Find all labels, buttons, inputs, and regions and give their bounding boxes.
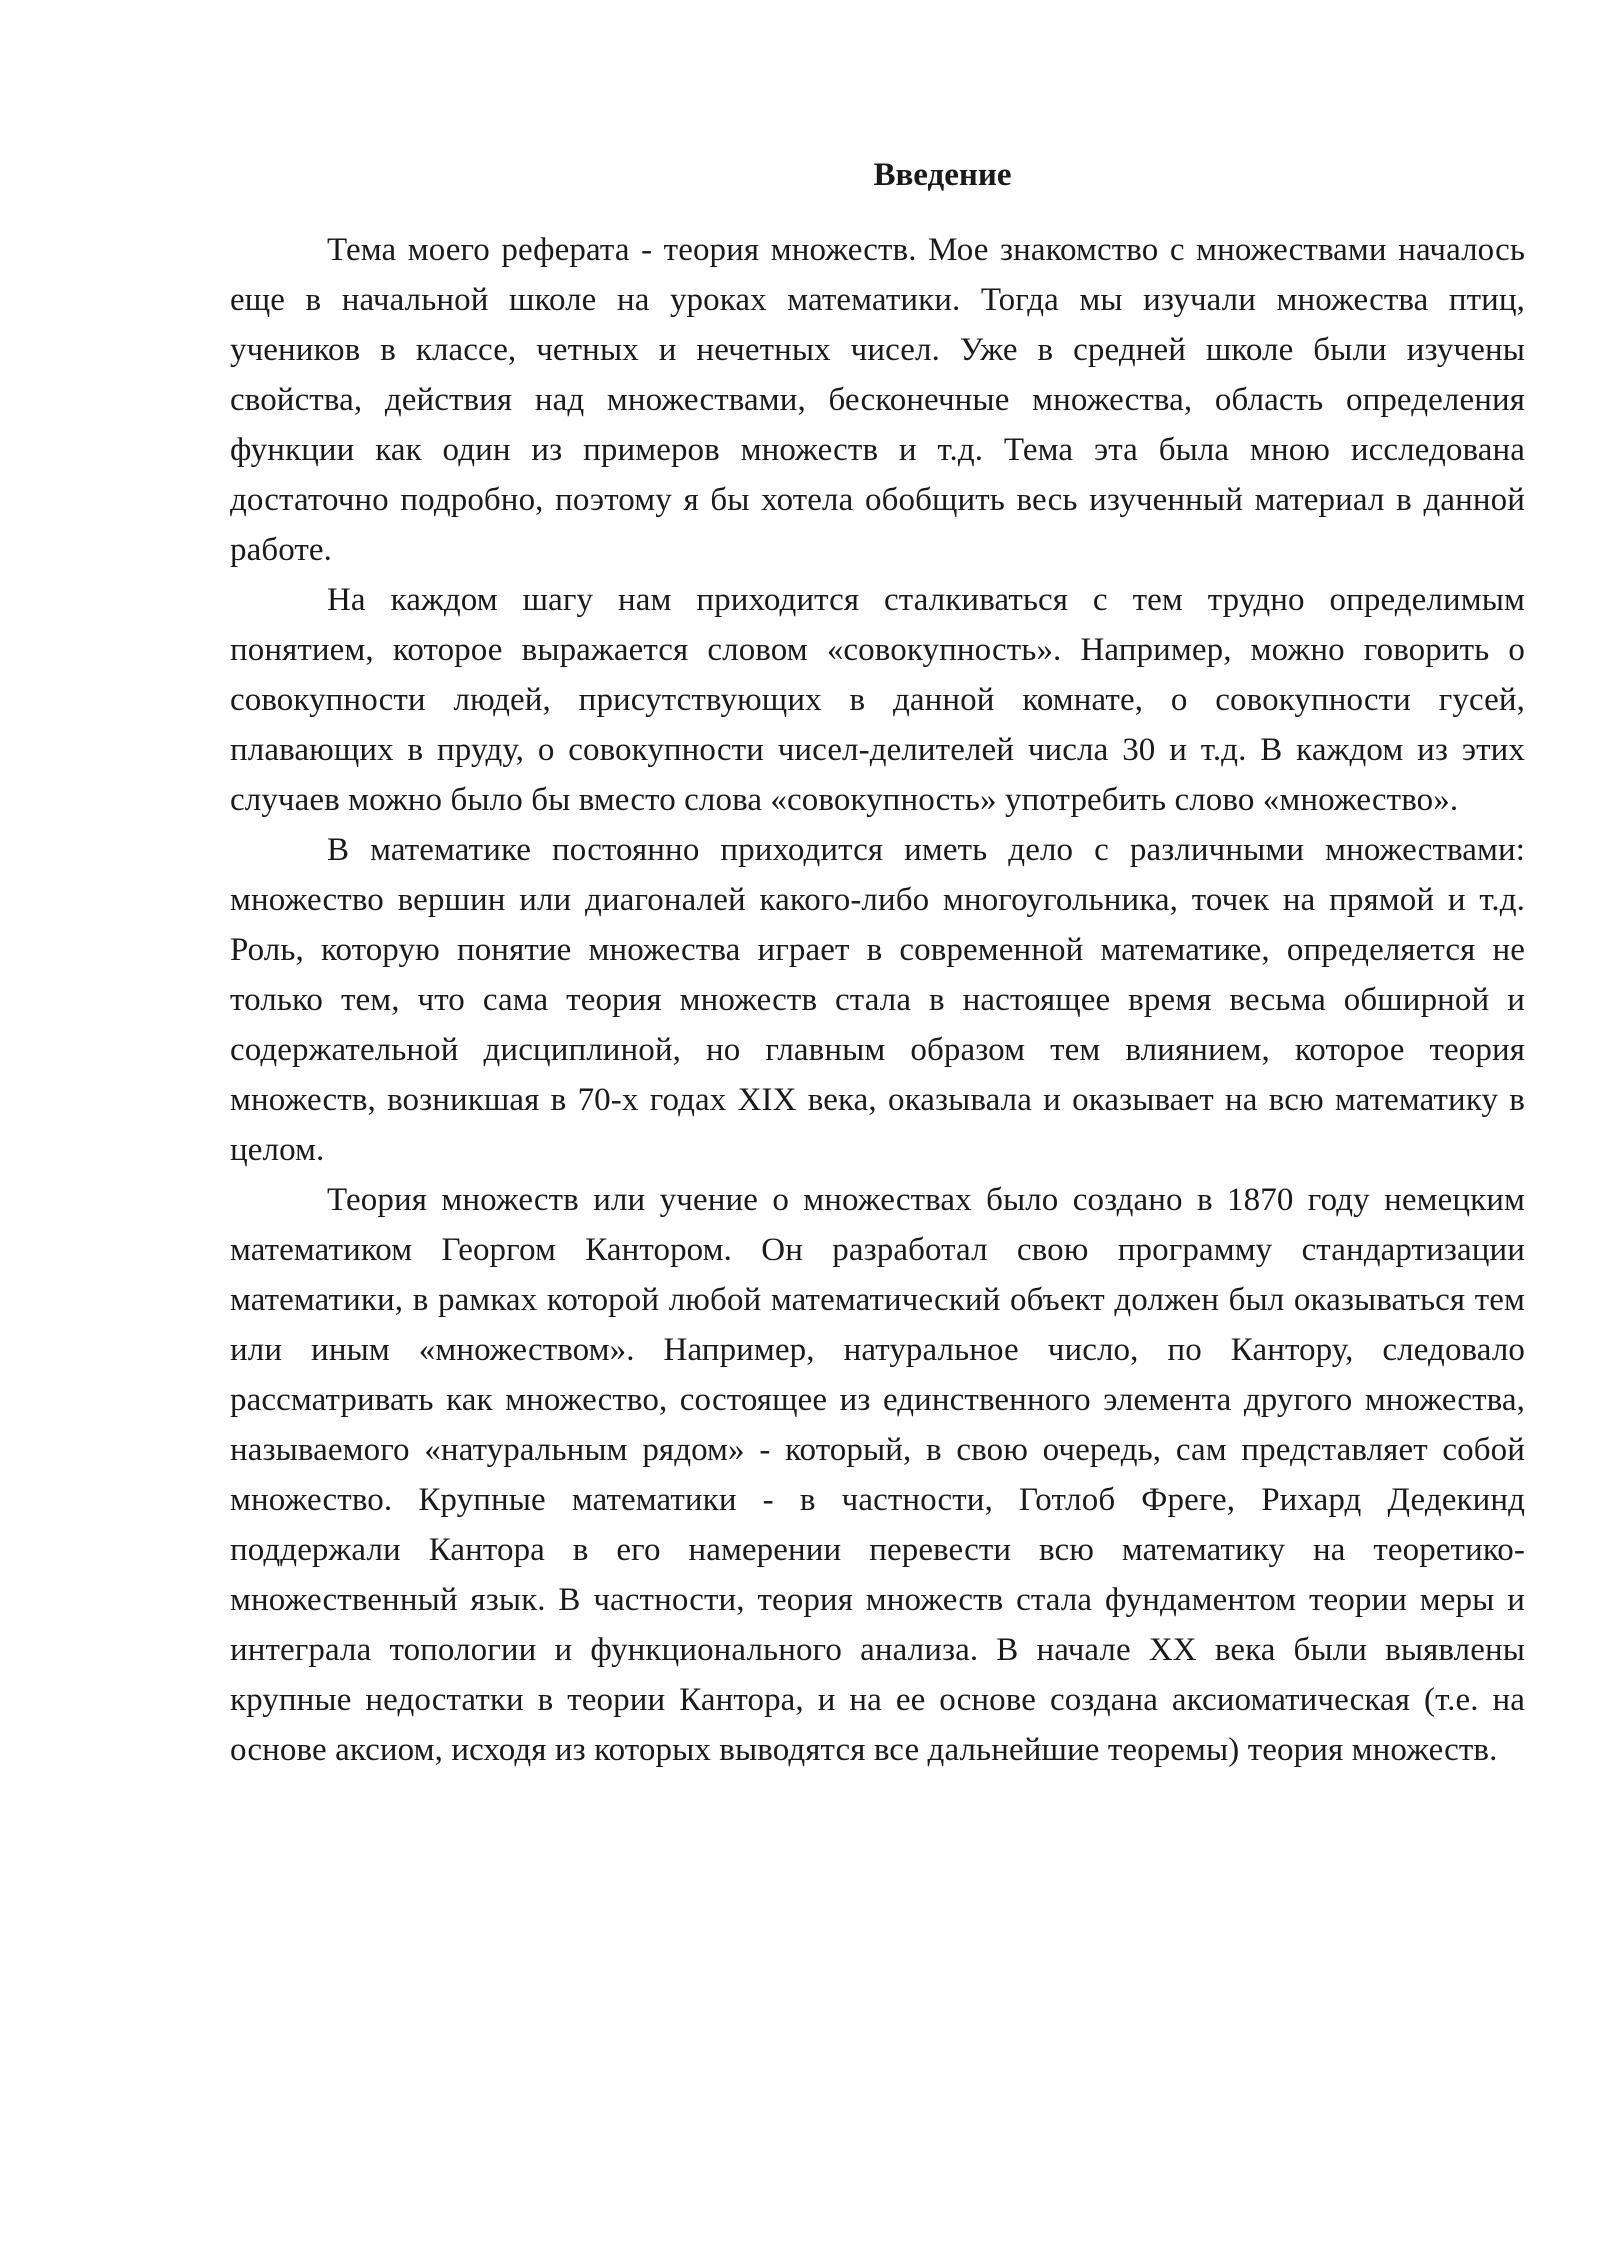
paragraph-1: Тема моего реферата - теория множеств. Мое знакомство с множествами началось еще в начальной школе на уроках математики. Тогда мы изучали множества птиц, учеников в классе, четных и нечетных чисел. Уже в средней школе были изучены свойства, действия над множествами, бесконечные множества, область определения функции как один из примеров множеств и т.д. Тема эта была мною исследована достаточно подробно, поэтому я бы хотела обобщить весь изученный материал в данной работе. [230, 232, 1525, 568]
document-title: Введение [873, 157, 1012, 193]
paragraph-2: На каждом шагу нам приходится сталкиваться с тем трудно определимым понятием, которое выражается словом «совокупность». Например, можно говорить о совокупности людей, присутствующих в данной комнате, о совокупности гусей, плавающих в пруду, о совокупности чисел-делителей числа 30 и т.д. В каждом из этих случаев можно было бы вместо слова «совокупность» употребить слово «множество». [230, 582, 1525, 818]
paragraph-3: В математике постоянно приходится иметь дело с различными множествами: множество вершин или диагоналей какого-либо многоугольника, точек на прямой и т.д. Роль, которую понятие множества играет в современной математике, определяется не только тем, что сама теория множеств стала в настоящее время весьма обширной и содержательной дисциплиной, но главным образом тем влиянием, которое теория множеств, возникшая в 70-х годах XIX века, оказывала и оказывает на всю математику в целом. [230, 832, 1525, 1168]
document-page [230, 150, 1525, 1775]
paragraph-4: Теория множеств или учение о множествах было создано в 1870 году немецким математиком Георгом Кантором. Он разработал свою программу стандартизации математики, в рамках которой любой математический объект должен был оказываться тем или иным «множеством». Например, натуральное число, по Кантору, следовало рассматривать как множество, состоящее из единственного элемента другого множества, называемого «натуральным рядом» - который, в свою очередь, сам представляет собой множество. Крупные математики - в частности, Готлоб Фреге, Рихард Дедекинд поддержали Кантора в его намерении перевести всю математику на теоретико-множественный язык. В частности, теория множеств стала фундаментом теории меры и интеграла топологии и функционального анализа. В начале XX века были выявлены крупные недостатки в теории Кантора, и на ее основе создана аксиоматическая (т.е. на основе аксиом, исходя из которых выводятся все дальнейшие теоремы) теория множеств. [230, 1182, 1525, 1768]
